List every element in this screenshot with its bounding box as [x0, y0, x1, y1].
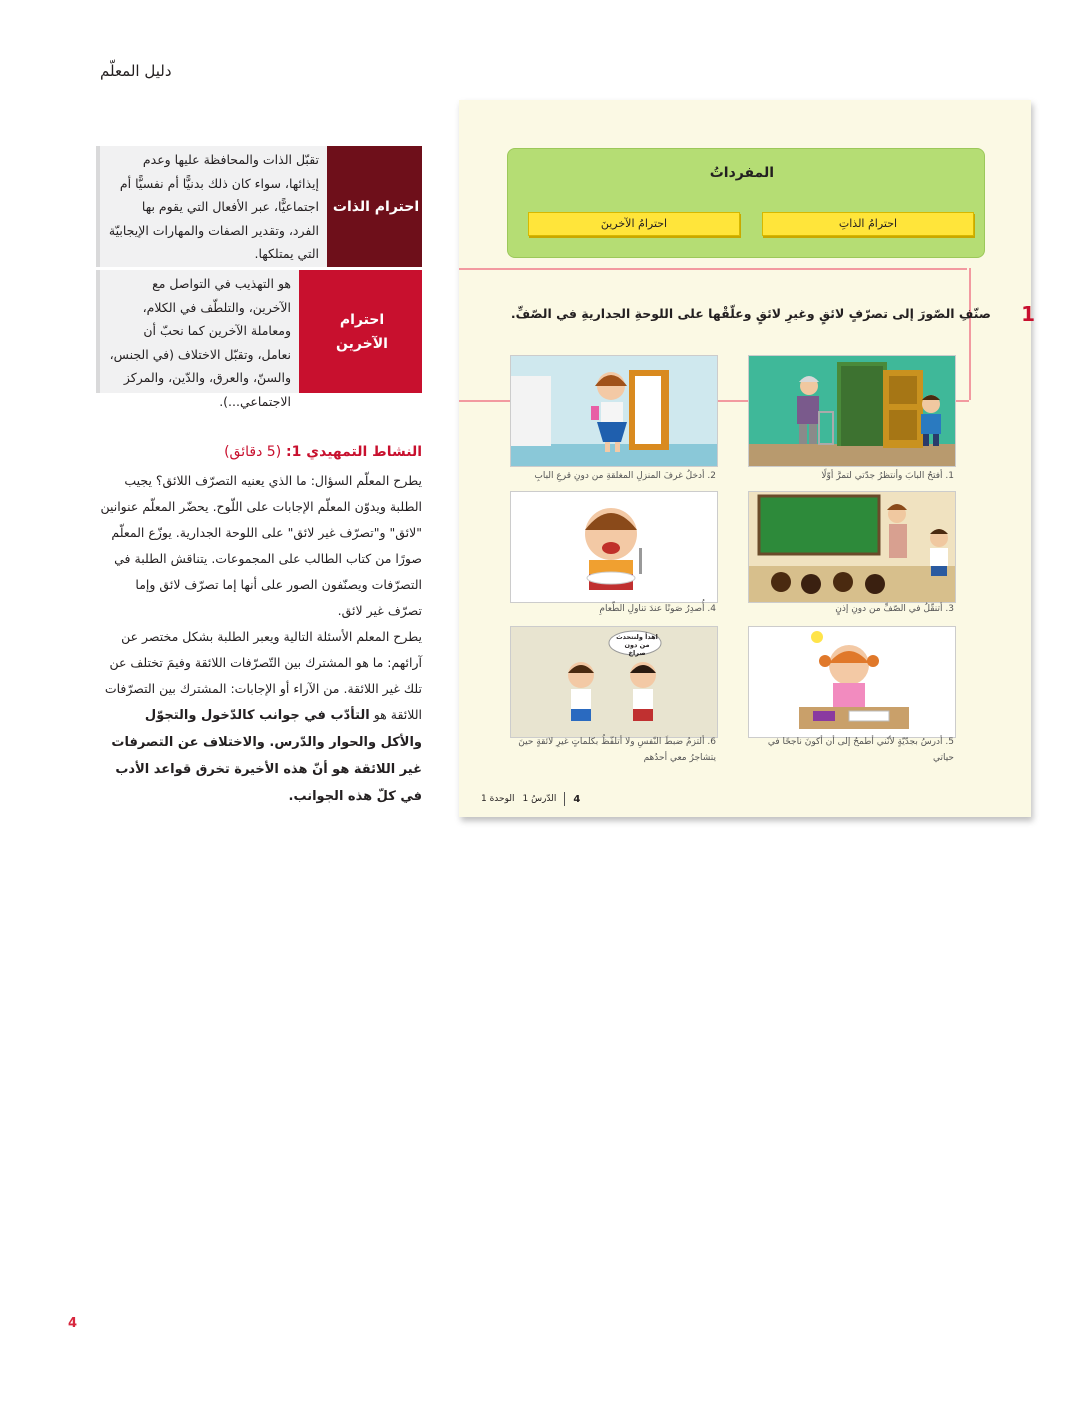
vocab-tag-self-respect: احترامُ الذاتِ	[762, 212, 974, 236]
activity-paragraph-2	[100, 624, 422, 810]
illustration-boys-arguing	[510, 626, 718, 738]
speech-bubble-text: اهدأ ولنتحدث من دون صراخ	[616, 633, 658, 657]
caption-3: 3. أتنقّلُ في الصّفِّ من دونِ إذنٍ	[835, 604, 954, 614]
definitions-table	[96, 146, 422, 409]
caption-2: 2. أدخلُ غرفَ المنزلِ المغلقةِ من دونِ قرعِ البابِ	[534, 471, 716, 481]
exercise-instruction: صنّفِ الصّورَ إلى تصرّفٍ لائقٍ وغيرِ لائقٍ وعلّقْها على اللوحةِ الجداريةِ في الصّفِّ.	[510, 306, 991, 321]
activity-title-label: النشاط التمهيدي 1:	[286, 444, 422, 460]
illustration-classroom-moving	[748, 491, 956, 603]
definition-row	[96, 270, 422, 409]
caption-4: 4. أُصدِرُ صَوتًا عندَ تناولِ الطّعامِ	[599, 604, 716, 614]
illustration-open-door-grandmother	[748, 355, 956, 467]
definition-row	[96, 146, 422, 267]
footer-unit: الوحدة 1	[481, 794, 515, 804]
illustration-girl-entering	[510, 355, 718, 467]
definition-text: هو التهذيب في التواصل مع الآخرين، والتلطّف في الكلام، ومعاملة الآخرين كما نحبّ أن نعامل، وتقبّل الاختلاف (في الجنس، والسنّ، والعرق، والدّين، والمركز الاجتماعي...).	[96, 270, 302, 393]
divider-line	[459, 268, 967, 270]
caption-5: 5. أدرسُ بجدّيّةٍ لأنّني أطمحُ إلى أن أكونَ ناجحًا في حياتي	[767, 737, 954, 763]
student-book-page	[459, 100, 1035, 817]
footer-lesson: الدّرسُ 1	[522, 794, 557, 804]
definition-term: احترام الذات	[330, 146, 422, 267]
caption-1: 1. أفتحُ البابَ وأنتظرُ جدّتي لتمرَّ أوّلًا	[821, 471, 954, 481]
activity-p2-bold: التأدّب في جوانب كالدّخول والتجوّل والأكل والحوار والدّرس. والاختلاف عن التصرفات غير اللائقة هو أنّ هذه الأخيرة تخرق قواعد الأدب في كلّ هذه الجوانب.	[111, 708, 422, 804]
activity-duration: (5 دقائق)	[224, 444, 282, 460]
intro-activity	[100, 444, 422, 810]
caption-6: 6. ألتزمُ ضبطَ النّفسِ ولا أتلفّظُ بكلماتٍ غيرِ لائقةٍ حينَ يتشاجرُ معي أحدُهم	[518, 737, 716, 763]
vocabulary-box	[507, 148, 985, 258]
book-footer	[481, 792, 580, 806]
exercise-number: 1	[1021, 302, 1035, 326]
footer-separator	[564, 792, 565, 806]
page-header-title: دليل المعلّم	[100, 62, 172, 80]
definition-term: احترام الآخرين	[302, 270, 422, 393]
illustration-boy-eating	[510, 491, 718, 603]
definition-text: تقبّل الذات والمحافظة عليها وعدم إيذائها، سواء كان ذلك بدنيًّا أم نفسيًّا أم اجتماعيًّا، عبر الأفعال التي يقوم بها الفرد، وتقدير الصفات والمهارات الإيجابيّة التي يمتلكها.	[96, 146, 330, 267]
activity-paragraph-1: يطرح المعلّم السؤال: ما الذي يعنيه التصرّف اللائق؟ يجيب الطلبة ويدوّن المعلّم الإجابات على اللّوح. يحضّر المعلّم عنوانين "لائق" و"تصرّف غير لائق" على اللوحة الجدارية. يوزّع المعلّم صورًا من كتاب الطالب على المجموعات. يتناقش الطلبة في التصرّفات ويصنّفون الصور على أنها إما تصرّف لائق وإما تصرّف غير لائق.	[100, 473, 422, 618]
illustration-girl-studying	[748, 626, 956, 738]
page-number: 4	[68, 1316, 78, 1331]
divider-line	[967, 268, 971, 400]
book-page-number: 4	[573, 793, 581, 805]
vocabulary-title: المفرداتُ	[709, 165, 774, 181]
activity-title	[100, 444, 422, 460]
vocab-tag-respect-others: احترامُ الآخرينَ	[528, 212, 740, 236]
activity-p2-normal: يطرح المعلم الأسئلة التالية ويعبر الطلبة بشكل مختصر عن آرائهم: ما هو المشترك بين التّصرّفات اللائقة وفيمَ تختلف عن تلك غير اللائقة. من الآراء أو الإجابات: المشترك بين التصرّفات اللائقة هو	[104, 629, 422, 722]
